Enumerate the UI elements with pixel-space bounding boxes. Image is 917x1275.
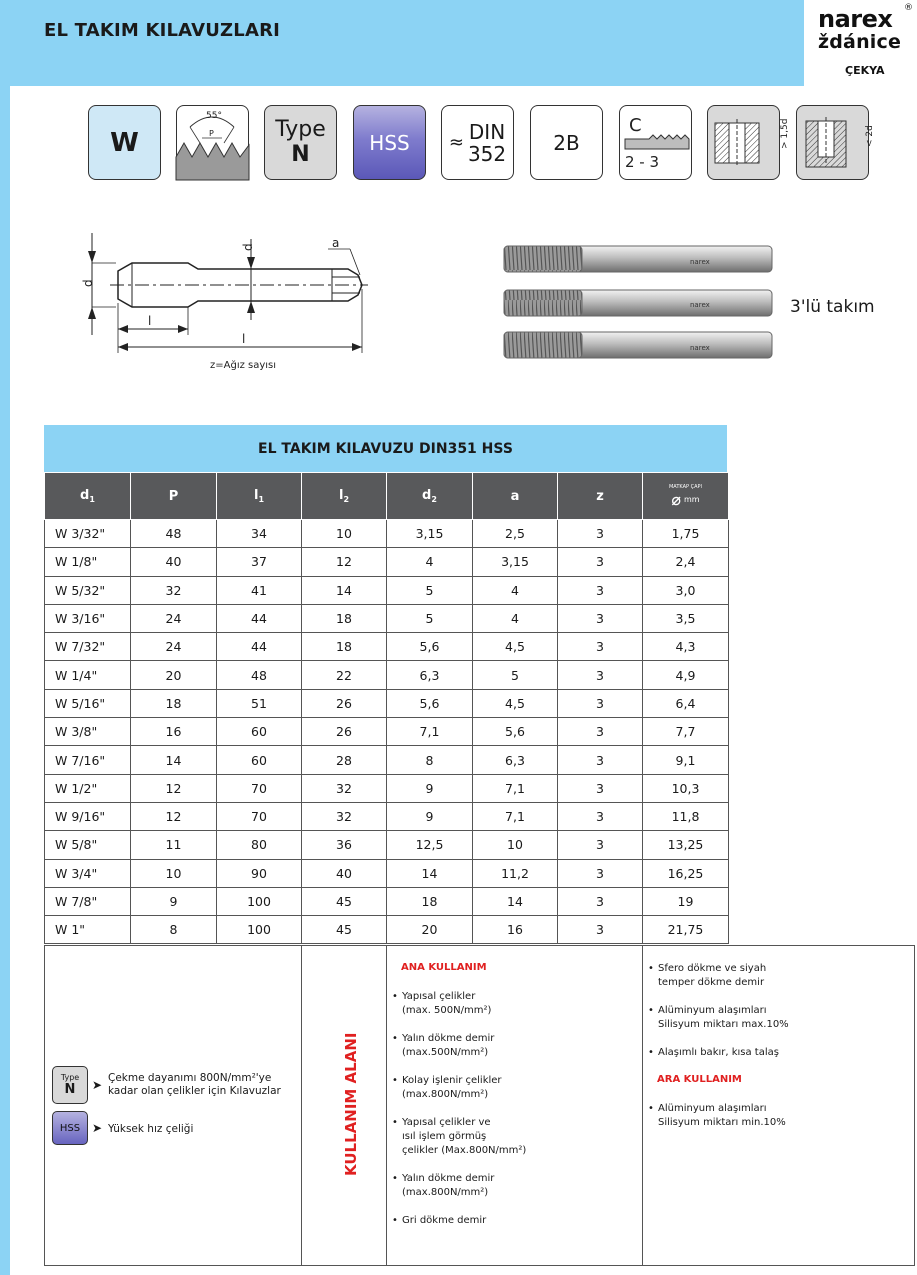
spec-table [44, 472, 729, 944]
tap-dimension-drawing [70, 225, 380, 360]
table-row [45, 859, 729, 887]
table-cell: 11 [131, 831, 217, 859]
table-cell: W 5/8" [45, 831, 131, 859]
chamfer-range: 2 - 3 [625, 153, 660, 171]
tap-3-brand: narex [690, 344, 710, 352]
usage-item [392, 990, 632, 1018]
table-cell: 9 [387, 774, 473, 802]
type-value: N [291, 141, 310, 167]
table-cell: 28 [302, 746, 387, 774]
table-cell: 40 [302, 859, 387, 887]
table-cell: 3 [558, 916, 643, 944]
table-cell: 26 [302, 718, 387, 746]
table-cell: 3 [558, 576, 643, 604]
logo-zdanice: ždánice [818, 31, 902, 53]
table-cell: 4,3 [643, 633, 729, 661]
table-cell: W 7/32" [45, 633, 131, 661]
header-bar [0, 0, 917, 86]
page-title: EL TAKIM KILAVUZLARI [44, 20, 281, 41]
table-cell: 5,6 [387, 689, 473, 717]
table-cell: 32 [302, 802, 387, 830]
type-label: Type [275, 116, 326, 142]
table-cell: 24 [131, 633, 217, 661]
table-cell: 5 [387, 576, 473, 604]
table-cell: 9,1 [643, 746, 729, 774]
table-cell: 9 [131, 887, 217, 915]
logo-narex: narex [818, 5, 893, 33]
col-d1: $d_1$ [45, 473, 131, 520]
legend-type-label: Type [60, 1073, 80, 1082]
arrow-right-icon: ➤ [92, 1121, 103, 1135]
table-cell: 32 [131, 576, 217, 604]
table-cell: 32 [302, 774, 387, 802]
label-l2: l [148, 314, 152, 328]
thread-profile-icon [176, 105, 249, 180]
usage-item [648, 1004, 908, 1032]
col-l2: $l_2$ [302, 473, 387, 520]
table-row [45, 576, 729, 604]
table-cell: W 7/16" [45, 746, 131, 774]
table-cell: 14 [387, 859, 473, 887]
table-cell: 3 [558, 520, 643, 548]
usage-item [648, 1046, 908, 1060]
table-cell: 13,25 [643, 831, 729, 859]
table-cell: 14 [473, 887, 558, 915]
col-l1: $l_1$ [217, 473, 302, 520]
usage-item [648, 1102, 908, 1130]
angle-text: 55° [206, 111, 222, 121]
label-l1: l [242, 332, 246, 346]
usage-vertical-text: KULLANIM ALANI [342, 1032, 360, 1176]
din-label: DIN [468, 119, 506, 144]
table-cell: 3,0 [643, 576, 729, 604]
table-cell: 3,15 [387, 520, 473, 548]
table-cell: 11,8 [643, 802, 729, 830]
col-d2: $d_2$ [387, 473, 473, 520]
thread-type-w-icon [88, 105, 161, 180]
table-cell: 14 [302, 576, 387, 604]
table-cell: W 5/16" [45, 689, 131, 717]
table-cell: 26 [302, 689, 387, 717]
table-cell: 12 [302, 548, 387, 576]
table-cell: 18 [302, 633, 387, 661]
table-row [45, 604, 729, 632]
table-cell: 18 [131, 689, 217, 717]
chamfer-c: C [629, 115, 642, 136]
table-cell: 3 [558, 548, 643, 576]
tap-1 [504, 246, 772, 272]
table-cell: W 3/32" [45, 520, 131, 548]
table-cell: 70 [217, 802, 302, 830]
table-cell: W 3/8" [45, 718, 131, 746]
table-cell: 3 [558, 887, 643, 915]
table-cell: 18 [302, 604, 387, 632]
drill-header-unit: mm [684, 494, 700, 504]
table-cell: W 1/8" [45, 548, 131, 576]
table-cell: 9 [387, 802, 473, 830]
table-cell: 2,5 [473, 520, 558, 548]
table-row [45, 661, 729, 689]
secondary-usage-heading: ARA KULLANIM [657, 1074, 742, 1085]
usage-item-line: • Yapısal çelikler ve [402, 1117, 491, 1128]
table-row [45, 746, 729, 774]
table-cell: 7,1 [473, 774, 558, 802]
tap-2 [504, 290, 772, 316]
table-cell: 10 [473, 831, 558, 859]
table-cell: 40 [131, 548, 217, 576]
table-cell: 3 [558, 661, 643, 689]
table-cell: 37 [217, 548, 302, 576]
usage-item-line: ısıl işlem görmüş [402, 1131, 487, 1142]
left-side-band [0, 86, 10, 1275]
table-cell: 10,3 [643, 774, 729, 802]
legend-type-n-icon [52, 1066, 88, 1104]
thread-angle-icon [176, 105, 249, 180]
table-row [45, 887, 729, 915]
table-cell: 6,3 [387, 661, 473, 689]
blind-hole-icon [796, 105, 875, 180]
tap-2-brand: narex [690, 301, 710, 309]
legend-panel [44, 945, 302, 1266]
table-cell: 5 [473, 661, 558, 689]
usage-item-line: (max.800N/mm²) [402, 1187, 489, 1198]
usage-item-line: • Sfero dökme ve siyah [658, 963, 767, 974]
through-hole-icon [707, 105, 790, 180]
table-cell: 3 [558, 859, 643, 887]
usage-item-line: • Kolay işlenir çelikler [402, 1075, 502, 1086]
table-cell: 3,15 [473, 548, 558, 576]
table-cell: 6,4 [643, 689, 729, 717]
drill-header-top: MATKAP ÇAPI [668, 483, 703, 490]
table-row [45, 548, 729, 576]
table-cell: 4 [473, 576, 558, 604]
table-cell: 16 [473, 916, 558, 944]
table-cell: 44 [217, 604, 302, 632]
table-row [45, 520, 729, 548]
table-cell: 60 [217, 718, 302, 746]
table-cell: 100 [217, 887, 302, 915]
drawing-caption: z=Ağız sayısı [210, 360, 277, 371]
label-d1: d [81, 279, 95, 287]
label-a: a [332, 236, 340, 250]
table-cell: 18 [387, 887, 473, 915]
tap-1-brand: narex [690, 258, 710, 266]
table-cell: W 3/4" [45, 859, 131, 887]
hss-icon [353, 105, 426, 180]
table-cell: 4,5 [473, 633, 558, 661]
table-cell: 48 [131, 520, 217, 548]
table-cell: 24 [131, 604, 217, 632]
table-cell: 48 [217, 661, 302, 689]
chamfer-icon [619, 105, 692, 180]
table-cell: 2,4 [643, 548, 729, 576]
usage-item-line: çelikler (Max.800N/mm²) [402, 1145, 527, 1156]
usage-item [392, 1172, 632, 1200]
table-cell: 16 [131, 718, 217, 746]
chamfer-drawing-icon [619, 105, 692, 180]
usage-item-line: • Alüminyum alaşımları [658, 1103, 767, 1114]
additional-usage-list [648, 962, 908, 1074]
table-cell: 3 [558, 604, 643, 632]
usage-item-line: (max. 500N/mm²) [402, 1005, 492, 1016]
usage-item-line: (max.800N/mm²) [402, 1089, 489, 1100]
table-row [45, 831, 729, 859]
usage-item-line: (max.500N/mm²) [402, 1047, 489, 1058]
table-cell: 5,6 [387, 633, 473, 661]
table-cell: 6,3 [473, 746, 558, 774]
table-cell: W 1/2" [45, 774, 131, 802]
tap-set-image [500, 240, 780, 370]
arrow-right-icon: ➤ [92, 1078, 103, 1092]
table-row [45, 718, 729, 746]
usage-item-line: Silisyum miktarı min.10% [658, 1117, 786, 1128]
table-cell: 8 [131, 916, 217, 944]
table-cell: 7,7 [643, 718, 729, 746]
table-cell: 7,1 [387, 718, 473, 746]
table-cell: 45 [302, 887, 387, 915]
main-usage-list [392, 990, 632, 1242]
registered-mark: ® [904, 3, 913, 13]
table-cell: 80 [217, 831, 302, 859]
table-cell: 3 [558, 718, 643, 746]
usage-item-line: • Alüminyum alaşımları [658, 1005, 767, 1016]
table-cell: 21,75 [643, 916, 729, 944]
table-cell: 51 [217, 689, 302, 717]
tap-3 [504, 332, 772, 358]
table-cell: 4 [473, 604, 558, 632]
table-cell: 90 [217, 859, 302, 887]
label-d2: d [241, 243, 255, 251]
usage-item-line: • Yalın dökme demir [402, 1173, 495, 1184]
usage-item-line: • Gri dökme demir [402, 1215, 487, 1226]
table-cell: 36 [302, 831, 387, 859]
table-cell: 1,75 [643, 520, 729, 548]
table-cell: 5 [387, 604, 473, 632]
usage-item-line: • Yalın dökme demir [402, 1033, 495, 1044]
table-cell: 3 [558, 689, 643, 717]
usage-item [392, 1074, 632, 1102]
pitch-text: P [209, 129, 214, 138]
table-cell: 3 [558, 774, 643, 802]
din-value: 352 [467, 141, 507, 166]
through-hole-text: > 1,5d [780, 118, 790, 149]
table-cell: 16,25 [643, 859, 729, 887]
legend-type-desc: Çekme dayanımı 800N/mm²'ye kadar olan çelikler için Kılavuzlar [108, 1072, 281, 1097]
table-cell: 4,9 [643, 661, 729, 689]
table-cell: W 3/16" [45, 604, 131, 632]
table-cell: 3 [558, 633, 643, 661]
table-cell: 12 [131, 774, 217, 802]
through-hole-drawing-icon [707, 105, 790, 180]
table-cell: 7,1 [473, 802, 558, 830]
table-cell: 70 [217, 774, 302, 802]
blind-hole-drawing-icon [796, 105, 875, 180]
table-cell: 100 [217, 916, 302, 944]
table-title: EL TAKIM KILAVUZU DIN351 HSS [44, 425, 727, 472]
hss-label: HSS [369, 130, 410, 155]
legend-hss-label: HSS [59, 1122, 81, 1134]
table-cell: 4 [387, 548, 473, 576]
legend-hss-icon [52, 1111, 88, 1145]
thread-type-w-label: W [110, 127, 139, 158]
usage-item-line: • Yapısal çelikler [402, 991, 476, 1002]
table-cell: 4,5 [473, 689, 558, 717]
table-row [45, 689, 729, 717]
table-row [45, 774, 729, 802]
table-cell: 60 [217, 746, 302, 774]
table-cell: 10 [131, 859, 217, 887]
table-cell: 3,5 [643, 604, 729, 632]
table-cell: 12,5 [387, 831, 473, 859]
table-cell: 14 [131, 746, 217, 774]
table-cell: W 7/8" [45, 887, 131, 915]
usage-item [648, 962, 908, 990]
col-z: z [558, 473, 643, 520]
usage-vertical-title [308, 1030, 378, 1190]
tolerance-icon [530, 105, 603, 180]
main-usage-heading: ANA KULLANIM [401, 962, 487, 973]
table-cell: 34 [217, 520, 302, 548]
type-n-icon [264, 105, 337, 180]
usage-item-line: temper dökme demir [658, 977, 765, 988]
secondary-usage-list [648, 1102, 908, 1144]
table-row [45, 802, 729, 830]
country-label: ÇEKYA [845, 64, 885, 77]
tolerance-label: 2B [553, 130, 580, 155]
table-cell: 20 [387, 916, 473, 944]
usage-item [392, 1214, 632, 1228]
col-p: P [131, 473, 217, 520]
table-cell: W 1" [45, 916, 131, 944]
usage-item-line: • Alaşımlı bakır, kısa talaş [658, 1047, 779, 1058]
table-cell: 5,6 [473, 718, 558, 746]
set-label: 3'lü takım [790, 297, 875, 317]
table-header-row [45, 473, 729, 520]
approx-sign: ≈ [448, 132, 464, 153]
table-cell: 3 [558, 831, 643, 859]
blind-hole-text: < 2d [865, 125, 875, 147]
table-cell: 41 [217, 576, 302, 604]
table-cell: 19 [643, 887, 729, 915]
table-cell: 44 [217, 633, 302, 661]
table-cell: 3 [558, 746, 643, 774]
table-cell: 12 [131, 802, 217, 830]
table-row [45, 633, 729, 661]
col-drill [643, 473, 729, 520]
table-cell: 3 [558, 802, 643, 830]
col-a: a [473, 473, 558, 520]
table-cell: W 9/16" [45, 802, 131, 830]
diameter-icon: ⌀ [671, 489, 682, 509]
usage-item-line: Silisyum miktarı max.10% [658, 1019, 789, 1030]
table-cell: 10 [302, 520, 387, 548]
din-standard-icon [441, 105, 514, 180]
table-cell: W 5/32" [45, 576, 131, 604]
legend-type-value: N [64, 1082, 76, 1097]
table-cell: W 1/4" [45, 661, 131, 689]
table-cell: 11,2 [473, 859, 558, 887]
usage-item [392, 1116, 632, 1158]
table-row [45, 916, 729, 944]
table-cell: 45 [302, 916, 387, 944]
legend-hss-desc: Yüksek hız çeliği [108, 1123, 194, 1135]
table-cell: 20 [131, 661, 217, 689]
usage-item [392, 1032, 632, 1060]
table-cell: 22 [302, 661, 387, 689]
table-cell: 8 [387, 746, 473, 774]
